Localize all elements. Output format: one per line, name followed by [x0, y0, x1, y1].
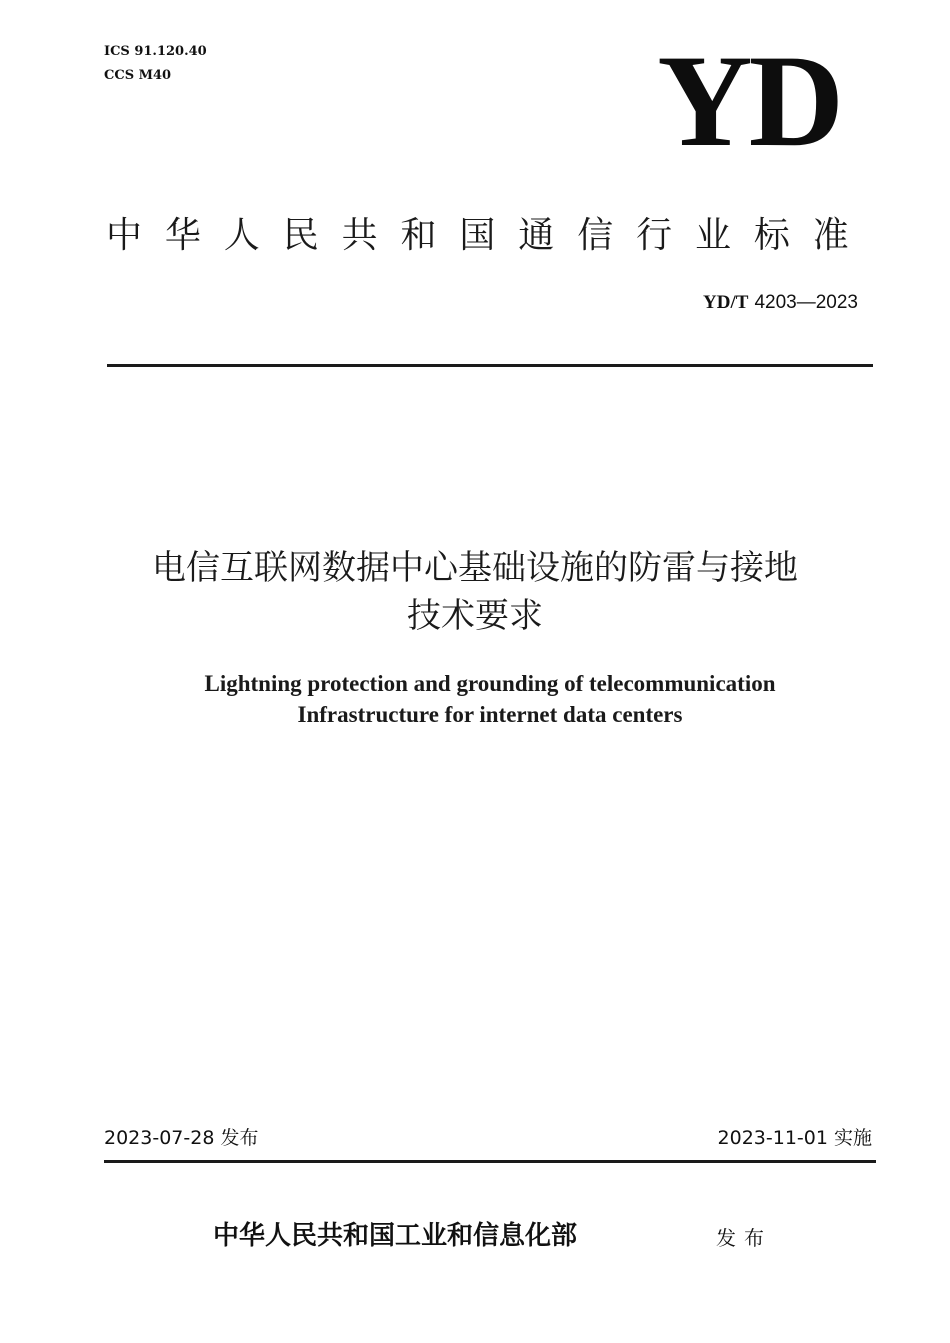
ics-code: ICS 91.120.40 [104, 44, 207, 59]
implementation-date: 2023-11-01 实施 [717, 1127, 872, 1149]
standard-type-title: 中华人民共和国通信行业标准 [106, 215, 872, 256]
chinese-title-line-1: 电信互联网数据中心基础设施的防雷与接地 [152, 548, 798, 588]
publish-label: 发布 [716, 1226, 772, 1250]
english-title-line-1: Lightning protection and grounding of telecommunication [204, 671, 776, 696]
classification-codes [104, 40, 207, 88]
yd-logo: YD [657, 27, 840, 174]
chinese-title [60, 544, 890, 640]
chinese-title-line-2: 技术要求 [407, 596, 543, 636]
top-divider [107, 364, 873, 367]
english-title-line-2: Infrastructure for internet data centers [297, 702, 683, 727]
ccs-code: CCS M40 [104, 68, 172, 83]
bottom-divider [104, 1160, 876, 1163]
issue-date: 2023-07-28 发布 [104, 1127, 259, 1149]
standard-number-value: 4203—2023 [754, 292, 858, 313]
english-title [60, 668, 920, 730]
standard-number-prefix: YD/T [703, 292, 749, 313]
standard-number [703, 288, 858, 317]
publisher-name: 中华人民共和国工业和信息化部 [213, 1221, 578, 1251]
